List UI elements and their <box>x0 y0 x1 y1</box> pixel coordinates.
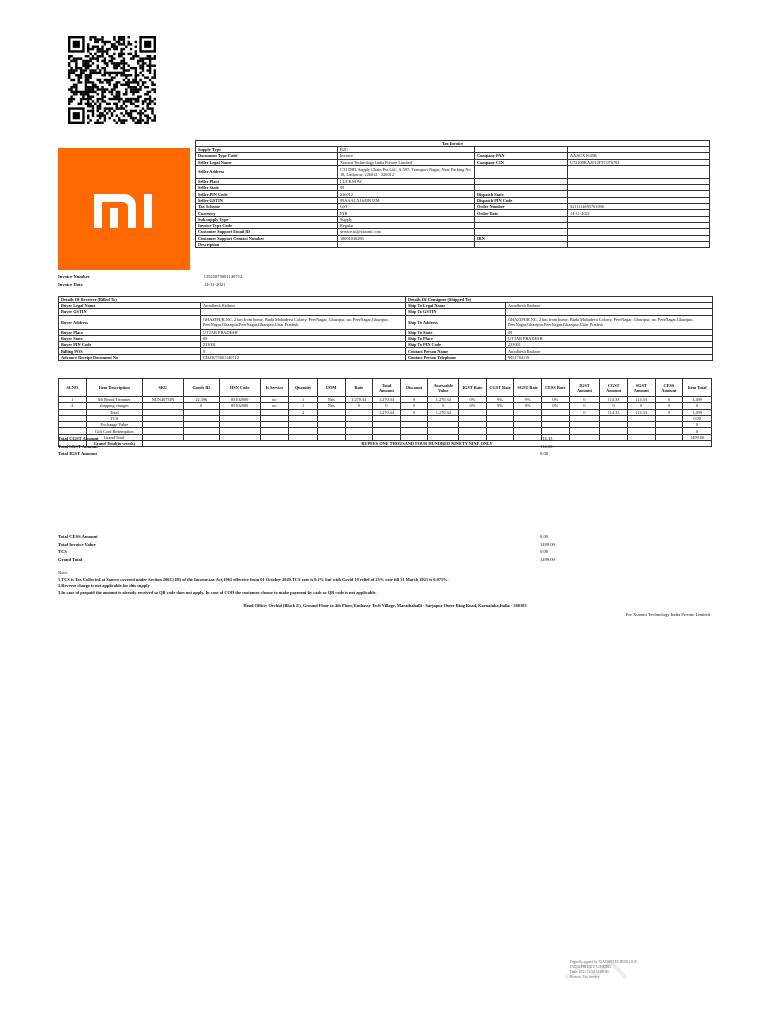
signature-line-1: Digitally signed by XIAOMI TECHNOLOGY <box>570 960 638 964</box>
item-cell: no <box>260 403 289 409</box>
item-cell: 1 <box>289 403 318 409</box>
ship-to-value: UTTAR PRADESH <box>506 335 713 341</box>
signature-line-2: INDIA PRIVATE LIMITED <box>570 965 611 969</box>
header-label: Seller Place <box>196 178 338 184</box>
header-row <box>196 165 710 178</box>
buyer-value: GHAZIPUR,NC, 2 km from home, Buda Mahadeva Colony, PeerNagar, Ghazipur, na, PeerNagar,Ghazipur, PeerNagar,Ghazipur,PeerNagar,Ghazipur,Uttar Pradesh <box>201 315 406 329</box>
header-row <box>196 241 710 247</box>
item-cell: 1,270.34 <box>428 397 459 403</box>
total-label: Total IGST Amount <box>58 451 98 456</box>
buyer-value: UTTAR PRADESH <box>201 329 406 335</box>
words-label: Grand Total(in words) <box>86 441 142 447</box>
column-header: Total Amount <box>373 379 401 397</box>
header-label: IRN <box>475 235 568 241</box>
buyer-value: 9 <box>201 348 406 354</box>
item-cell: no <box>260 397 289 403</box>
column-header: HSN Code <box>219 379 260 397</box>
total-value: 114.33 <box>540 443 553 449</box>
ship-to-label: Ship To PIN Code <box>406 342 506 348</box>
header-label: Tax Scheme <box>196 204 338 210</box>
ship-to-label: Ship To Legal Name <box>406 303 506 309</box>
ship-to-value: GHAZIPUR,NC, 2 km from home, Buda Mahadeva Colony, PeerNagar, Ghazipur, na, PeerNagar,Ghazipur, PeerNagar,Ghazipur,PeerNagar,Ghazipur,Uttar Pradesh <box>506 315 713 329</box>
header-value: 09 <box>338 185 475 191</box>
item-cell: 1,270.34 <box>373 409 401 415</box>
ship-to-value: 233001 <box>506 342 713 348</box>
item-cell: 9% <box>486 397 514 403</box>
total-value: 1499.00 <box>540 556 555 562</box>
item-cell: 0 <box>569 409 600 415</box>
header-value: 09AAACX1645B1ZM <box>338 197 475 203</box>
item-cell: 0 <box>569 403 600 409</box>
ship-to-label: Ship To Address <box>406 315 506 329</box>
buyer-label: Buyer PIN Code <box>59 342 201 348</box>
header-label: Customer Support Contact Number <box>196 235 338 241</box>
summary-value: 1499.00 <box>683 434 712 440</box>
item-cell: 0 <box>183 403 219 409</box>
item-cell: NUN4073IN <box>142 397 183 403</box>
header-label: Customer Support Email ID <box>196 229 338 235</box>
header-label: Order Number <box>475 204 568 210</box>
ship-to-value: Awadhesh Rathore <box>506 348 713 354</box>
total-value: 0.00 <box>540 549 549 554</box>
total-value: 114.33 <box>540 436 553 441</box>
column-header: Quantity <box>289 379 318 397</box>
signature-line-3: Date: 2021.11.14 12:00:00 <box>570 970 609 974</box>
header-label: Sub.supply Type <box>196 216 338 222</box>
header-label: Invoice Type Code <box>196 222 338 228</box>
column-header: SGST Amount <box>627 379 655 397</box>
column-header: Rate <box>345 379 373 397</box>
item-cell: 114.33 <box>600 409 628 415</box>
buyer-value: 233001 <box>201 342 406 348</box>
buyer-label: Billing POS <box>59 348 201 354</box>
header-label: Seller Address <box>196 165 338 178</box>
invoice-totals <box>58 533 558 565</box>
item-cell: 1 <box>59 397 87 403</box>
summary-value: 0 <box>683 428 712 434</box>
item-cell: 0% <box>459 403 487 409</box>
item-cell: Nos <box>317 403 345 409</box>
column-header: Is Service <box>260 379 289 397</box>
header-value: Supply <box>338 216 475 222</box>
column-header: SGST Rate <box>514 379 542 397</box>
item-cell: 85102000 <box>219 397 260 403</box>
invoice-meta <box>58 273 458 289</box>
total-label: Grand Total <box>58 556 83 562</box>
item-cell: 0% <box>541 403 569 409</box>
header-value <box>338 241 475 247</box>
header-label: Seller PIN Code <box>196 191 338 197</box>
header-value: service.in@xiaomi.com <box>338 229 475 235</box>
ship-to-value: 9451784119 <box>506 354 713 360</box>
column-header: IGST Rate <box>459 379 487 397</box>
summary-value: 0 <box>683 422 712 428</box>
header-value: 5211114695761006 <box>568 204 710 210</box>
item-cell: 1,270.34 <box>373 397 401 403</box>
note-line-2: 2.Reverse charge is not applicable for this supply <box>58 583 150 588</box>
ship-to-label: Ship To State <box>406 329 506 335</box>
header-value <box>568 241 710 247</box>
header-value: AAACX1645B <box>568 153 710 159</box>
item-cell: 114.33 <box>627 409 655 415</box>
notes <box>58 570 718 596</box>
item-cell: 0 <box>428 403 459 409</box>
buyer-label: Buyer GSTIN <box>59 309 201 315</box>
header-label: Seller Legal Name <box>196 159 338 165</box>
item-cell: 9% <box>514 397 542 403</box>
buyer-value: Awadhesh Rathore <box>201 303 406 309</box>
item-cell: 22,396 <box>183 397 219 403</box>
xiaomi-logo <box>58 148 190 270</box>
header-value: B2C <box>338 147 475 153</box>
note-line-1: 1.TCS is Tax Collected at Source covered under Section 206C(1H) of the Income.tax Act,1961 effective from 01 October 2020.TCS rate is 0.1% but with Covid 19 relief of 25% rate till 31 March 2021 is 0.075%. <box>58 576 449 582</box>
column-header: Discount <box>400 379 428 397</box>
total-value: 0.00 <box>540 451 549 456</box>
item-cell: 0 <box>683 403 712 409</box>
item-cell: 114.33 <box>627 397 655 403</box>
header-value: Invoice <box>338 153 475 159</box>
item-cell: 9% <box>514 403 542 409</box>
header-value: Regular <box>338 222 475 228</box>
column-header: SLNO <box>59 379 87 397</box>
total-value: 0.00 <box>540 534 549 539</box>
invoice-header-table <box>195 140 710 248</box>
for-company: For Xiaomi Technology India Private Limited <box>625 612 710 617</box>
item-cell: 0% <box>459 397 487 403</box>
column-header: IGST Amount <box>569 379 600 397</box>
receiver-title: Details Of Receiver (Billed To) <box>59 297 406 303</box>
total-label: Total Invoice Value <box>58 541 96 547</box>
header-label: Dispatch State <box>475 191 568 197</box>
item-cell: 85102000 <box>219 403 260 409</box>
item-cell: 1,499 <box>683 397 712 403</box>
item-cell: 0 <box>400 409 428 415</box>
header-label: Order Date <box>475 210 568 216</box>
total-label: Total CGST Amount <box>58 436 99 441</box>
ship-to-label: Contact Person Telephone <box>406 354 506 360</box>
header-value: INR <box>338 210 475 216</box>
header-label <box>475 165 568 178</box>
summary-label: Exchange Value <box>86 422 142 428</box>
header-label: Description <box>196 241 338 247</box>
item-cell: 1,270.34 <box>345 397 373 403</box>
ship-to-value: Awadhesh Rathore <box>506 303 713 309</box>
buyer-label: Advance Receipt Document No <box>59 354 201 360</box>
total-value: 1499.00 <box>540 541 555 547</box>
column-header: CGST Amount <box>600 379 628 397</box>
column-header: Assessable Value <box>428 379 459 397</box>
header-label: Dispatch PIN Code <box>475 197 568 203</box>
consignee-title: Details Of Consignee (Shipped To) <box>406 297 713 303</box>
note-line-3: 3.In case of prepaid the amount is already received so QR code does not apply. In case of COD the customer choose to make payment by cash so QR code is not applicable. <box>58 589 377 595</box>
column-header: CESS Amount <box>655 379 683 397</box>
item-cell: 0 <box>600 403 628 409</box>
item-cell: 0 <box>373 403 401 409</box>
item-cell: 0 <box>627 403 655 409</box>
total-label: Total SGST Amount <box>58 443 98 449</box>
header-value: C/O DHL Supply Chain Pvt Ltd., A-597, Transport Nagar, Near Parking No 18, Lucknow, 226012 - 226012 <box>338 165 475 178</box>
header-value <box>568 165 710 178</box>
item-cell: 0 <box>655 409 683 415</box>
item-cell: 0 <box>655 403 683 409</box>
header-value: 18001036286 <box>338 235 475 241</box>
header-label: Document Type Code <box>196 153 338 159</box>
summary-label: Grand Total <box>86 434 142 440</box>
item-cell: 2 <box>59 403 87 409</box>
buyer-value: CD25075001140712 <box>201 354 406 360</box>
ship-to-label: Ship To Place <box>406 335 506 341</box>
digital-signature <box>556 958 676 986</box>
item-cell: 2 <box>289 409 318 415</box>
buyer-label: Buyer Place <box>59 329 201 335</box>
ship-to-label: Ship To GSTIN <box>406 309 506 315</box>
column-header: SKU <box>142 379 183 397</box>
header-label: Currency <box>196 210 338 216</box>
item-cell: shipping charges <box>86 403 142 409</box>
buyer-value: 09 <box>201 335 406 341</box>
party-row <box>59 354 713 360</box>
receiver-consignee-table <box>58 296 713 361</box>
header-label: Seller State <box>196 185 338 191</box>
total-label: Total CESS Amount <box>58 534 98 539</box>
column-header: Goods ID <box>183 379 219 397</box>
header-value: Xiaomi Technology India Private Limited <box>338 159 475 165</box>
item-cell: 114.33 <box>600 397 628 403</box>
invoice-title: Tax Invoice <box>196 141 710 147</box>
column-header: Item Total <box>683 379 712 397</box>
column-header: Item Description <box>86 379 142 397</box>
item-row <box>59 397 712 403</box>
invoice-date: 14-11-2021 <box>204 282 226 287</box>
item-cell: 0 <box>400 397 428 403</box>
header-label: Company PAN <box>475 153 568 159</box>
header-label: Company CIN <box>475 159 568 165</box>
invoice-number-label: Invoice Number <box>58 274 90 279</box>
notes-title: Note: <box>58 570 68 575</box>
item-cell: 0 <box>345 403 373 409</box>
item-cell: 1,270.34 <box>428 409 459 415</box>
buyer-label: Buyer Address <box>59 315 201 329</box>
item-cell: Nos <box>317 397 345 403</box>
summary-value: 0.00 <box>683 415 712 421</box>
summary-label: Gift Card Redemption <box>86 428 142 434</box>
header-label: Supply Type <box>196 147 338 153</box>
item-cell: 0 <box>400 403 428 409</box>
header-value: U72200KA2014FTC076784 <box>568 159 710 165</box>
item-cell: 0 <box>655 397 683 403</box>
item-cell: 9% <box>486 403 514 409</box>
buyer-label: Buyer State <box>59 335 201 341</box>
header-label: Seller GSTIN <box>196 197 338 203</box>
item-cell: 1,499 <box>683 409 712 415</box>
qr-code <box>68 36 156 124</box>
item-cell: Total <box>86 409 142 415</box>
summary-label: TCS <box>86 415 142 421</box>
column-header: CESS Rate <box>541 379 569 397</box>
column-header: UOM <box>317 379 345 397</box>
header-value: GST <box>338 204 475 210</box>
signature-line-4: Reason: Tax Invoice <box>570 975 600 979</box>
buyer-label: Buyer Legal Name <box>59 303 201 309</box>
header-value: LUCKNOW <box>338 178 475 184</box>
total-label: TCS <box>58 549 67 554</box>
item-cell: 1 <box>289 397 318 403</box>
amount-in-words: RUPEES ONE THOUSAND FOUR HUNDRED NINETY NINE ONLY <box>142 441 711 447</box>
invoice-date-label: Invoice Date <box>58 282 83 287</box>
invoice-number: CD25075001140712 <box>204 274 243 279</box>
head-office: Head Office: Orchid (Block E), Ground Floor to 4th Floor, Embassy Tech Village, Marathahalli - Sarjapur Outer Ring Road, Karnataka,India - 560103 <box>243 603 527 608</box>
ship-to-value: 09 <box>506 329 713 335</box>
item-cell: 0% <box>541 397 569 403</box>
column-header: CGST Rate <box>486 379 514 397</box>
header-value: 226012 <box>338 191 475 197</box>
item-cell: Mi Beard Trimmer <box>86 397 142 403</box>
item-cell: 0 <box>569 397 600 403</box>
header-value: 14-11-2021 <box>568 210 710 216</box>
header-label <box>475 241 568 247</box>
tax-totals <box>58 435 558 459</box>
ship-to-label: Contact Person Name <box>406 348 506 354</box>
party-row <box>59 315 713 329</box>
